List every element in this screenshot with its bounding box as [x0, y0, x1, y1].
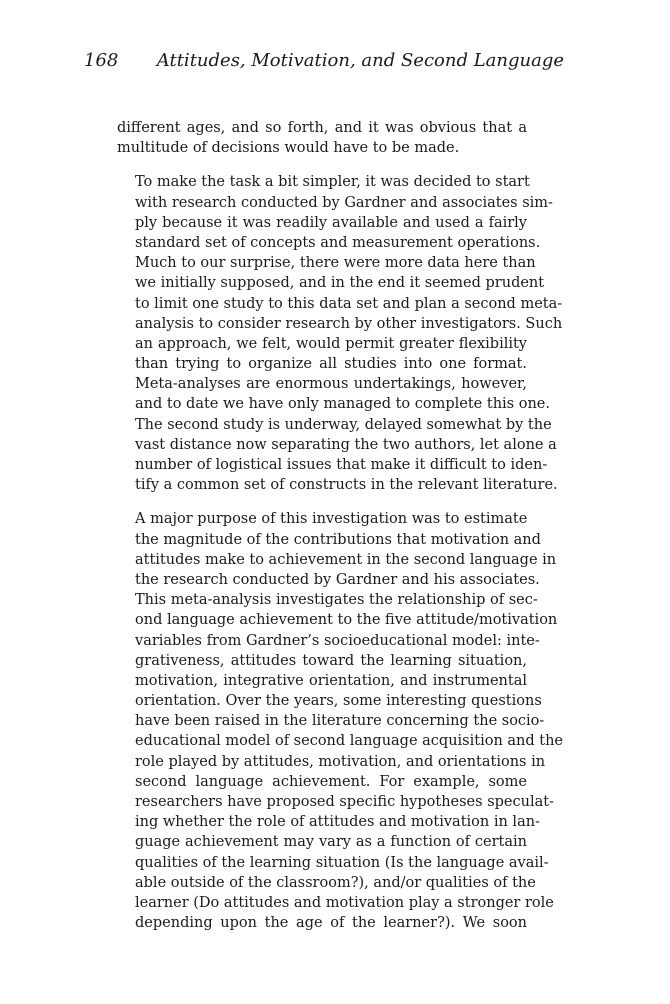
text-line: we initially supposed, and in the end it seemed prudent	[135, 275, 545, 292]
text-line: tify a common set of constructs in the relevant literature.	[135, 477, 558, 494]
text-line: standard set of concepts and measurement operations.	[135, 234, 541, 251]
text-line: with research conducted by Gardner and associates sim-	[135, 194, 553, 211]
text-line: and to date we have only managed to complete this one.	[135, 396, 550, 413]
text-line: educational model of second language acquisition and the	[135, 733, 564, 750]
paragraph	[117, 509, 564, 933]
text-line: an approach, we felt, would permit greater flexibility	[135, 335, 527, 352]
text-line: vast distance now separating the two authors, let alone a	[135, 436, 557, 453]
text-line: A major purpose of this investigation was to estimate	[135, 511, 528, 528]
paragraph	[117, 172, 563, 495]
text-line: ply because it was readily available and used a fairly	[135, 214, 527, 231]
text-line: Much to our surprise, there were more data here than	[135, 255, 536, 272]
text-line: depending upon the age of the learner?). We soon	[135, 915, 527, 932]
text-line: role played by attitudes, motivation, and orientations in	[135, 753, 546, 770]
text-line: The second study is underway, delayed somewhat by the	[135, 416, 552, 433]
text-line: ond language achievement to the five attitude/motivation	[135, 612, 558, 629]
body-text	[117, 118, 564, 947]
text-line: able outside of the classroom?), and/or qualities of the	[135, 874, 536, 891]
text-line: variables from Gardner’s socioeducational model: inte-	[135, 632, 540, 649]
text-line: the magnitude of the contributions that motivation and	[135, 531, 541, 548]
text-line: researchers have proposed specific hypotheses speculat-	[135, 794, 554, 810]
text-line: than trying to organize all studies into one format.	[135, 356, 527, 373]
paragraph	[117, 118, 527, 158]
text-line: attitudes make to achievement in the second language in	[135, 551, 557, 568]
text-line: qualities of the learning situation (Is the language avail-	[135, 854, 549, 871]
text-line: number of logistical issues that make it difficult to iden-	[135, 457, 548, 473]
text-line: learner (Do attitudes and motivation play a stronger role	[135, 894, 554, 911]
text-line: ing whether the role of attitudes and motivation in lan-	[135, 814, 540, 831]
text-line: To make the task a bit simpler, it was decided to start	[135, 174, 530, 191]
page-number: 168	[84, 50, 119, 71]
text-line: the research conducted by Gardner and his associates.	[135, 571, 540, 588]
text-line: Meta-analyses are enormous undertakings, however,	[135, 376, 527, 393]
running-title: Attitudes, Motivation, and Second Language	[156, 50, 564, 71]
text-line: to limit one study to this data set and plan a second meta-	[135, 295, 563, 312]
text-line: guage achievement may vary as a function of certain	[135, 834, 527, 851]
text-line: different ages, and so forth, and it was obvious that a	[117, 120, 527, 136]
text-line: motivation, integrative orientation, and instrumental	[135, 672, 527, 689]
text-line: grativeness, attitudes toward the learning situation,	[135, 652, 527, 669]
text-line: have been raised in the literature concerning the socio-	[135, 713, 545, 730]
text-line: multitude of decisions would have to be made.	[117, 140, 460, 157]
text-line: second language achievement. For example, some	[135, 773, 527, 790]
running-head	[84, 48, 564, 74]
text-line: orientation. Over the years, some interesting questions	[135, 693, 542, 710]
text-line: This meta-analysis investigates the relationship of sec-	[135, 592, 538, 609]
text-line: analysis to consider research by other investigators. Such	[135, 315, 563, 332]
